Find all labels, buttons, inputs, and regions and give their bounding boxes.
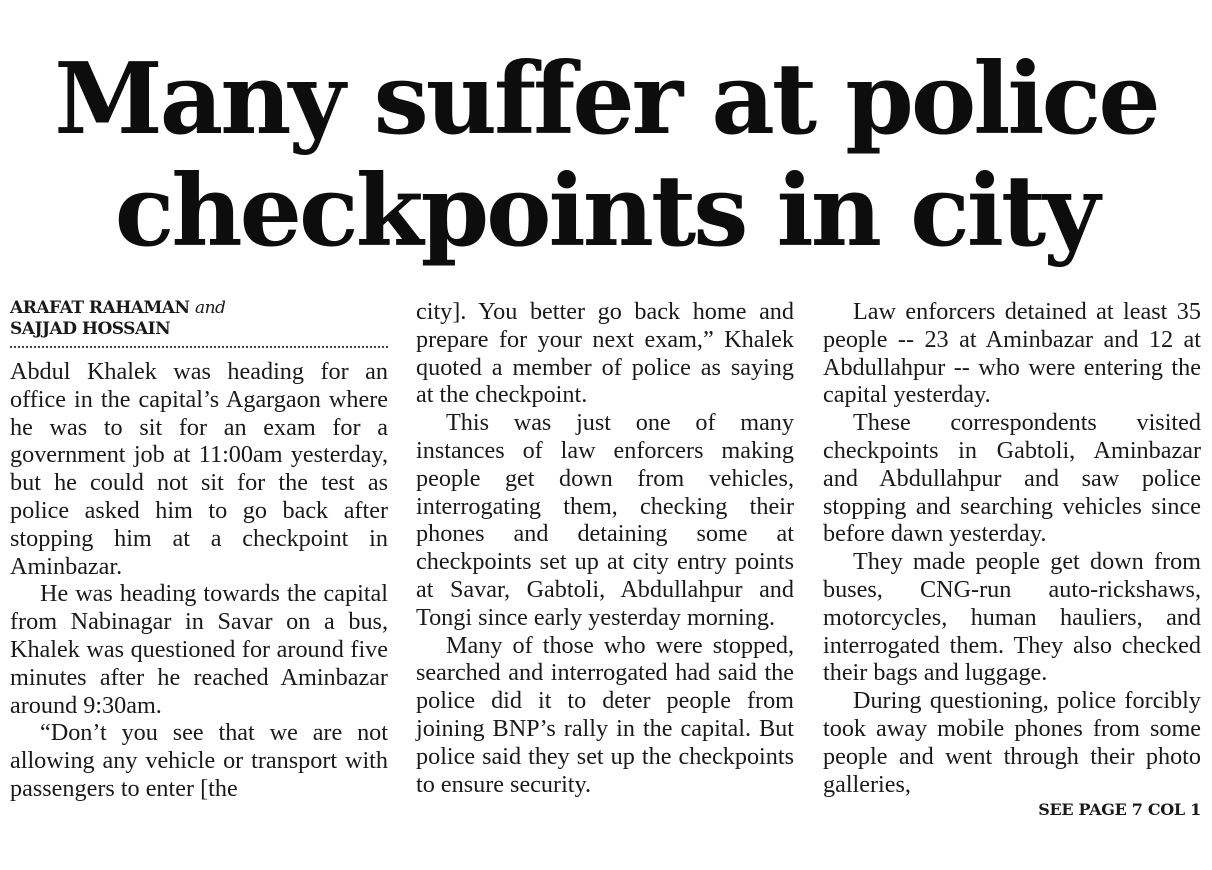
byline-author-2: SAJJAD HOSSAIN <box>10 319 171 339</box>
byline-divider <box>10 346 388 348</box>
paragraph: Many of those who were stopped, searched and interrogated had said the police did it to deter people from joining BNP’s rally in the capital. But police said they set up the checkpoints to ensure security. <box>416 631 794 798</box>
paragraph: They made people get down from buses, CNG-run auto-rickshaws, motorcycles, human hauliers, and interrogated them. They also checked their bags and luggage. <box>823 548 1201 687</box>
paragraph: These correspondents visited checkpoints in Gabtoli, Aminbazar and Abdullahpur and saw police stopping and searching vehicles since before dawn yesterday. <box>823 409 1201 548</box>
paragraph: This was just one of many instances of law enforcers making people get down from vehicles, interrogating them, checking their phones and detaining some at checkpoints set up at city entry points at Savar, Gabtoli, Abdullahpur and Tongi since early yesterday morning. <box>416 409 794 631</box>
byline-author-1: ARAFAT RAHAMAN <box>10 298 190 318</box>
paragraph: city]. You better go back home and prepare for your next exam,” Khalek quoted a member of police as saying at the checkpoint. <box>416 298 794 409</box>
paragraph: Law enforcers detained at least 35 people -- 23 at Aminbazar and 12 at Abdullahpur -- who were entering the capital yesterday. <box>823 298 1201 409</box>
paragraph: During questioning, police forcibly took away mobile phones from some people and went through their photo galleries, <box>823 687 1201 798</box>
paragraph: He was heading towards the capital from Nabinagar in Savar on a bus, Khalek was questioned for around five minutes after he reached Aminbazar around 9:30am. <box>10 580 388 719</box>
continued-on-page-link[interactable]: SEE PAGE 7 COL 1 <box>1038 800 1201 820</box>
paragraph: Abdul Khalek was heading for an office in the capital’s Agargaon where he was to sit for an exam for a government job at 11:00am yesterday, but he could not sit for the test as police asked him to go back after stopping him at a checkpoint in Aminbazar. <box>10 358 388 580</box>
article-column-2 <box>416 298 794 798</box>
paragraph: “Don’t you see that we are not allowing any vehicle or transport with passengers to enter [the <box>10 719 388 802</box>
article-column-3 <box>823 298 1201 822</box>
article-column-1 <box>10 298 388 803</box>
byline-conjunction: and <box>194 298 226 318</box>
byline <box>10 298 388 340</box>
headline: Many suffer at police checkpoints in city <box>54 42 1158 269</box>
